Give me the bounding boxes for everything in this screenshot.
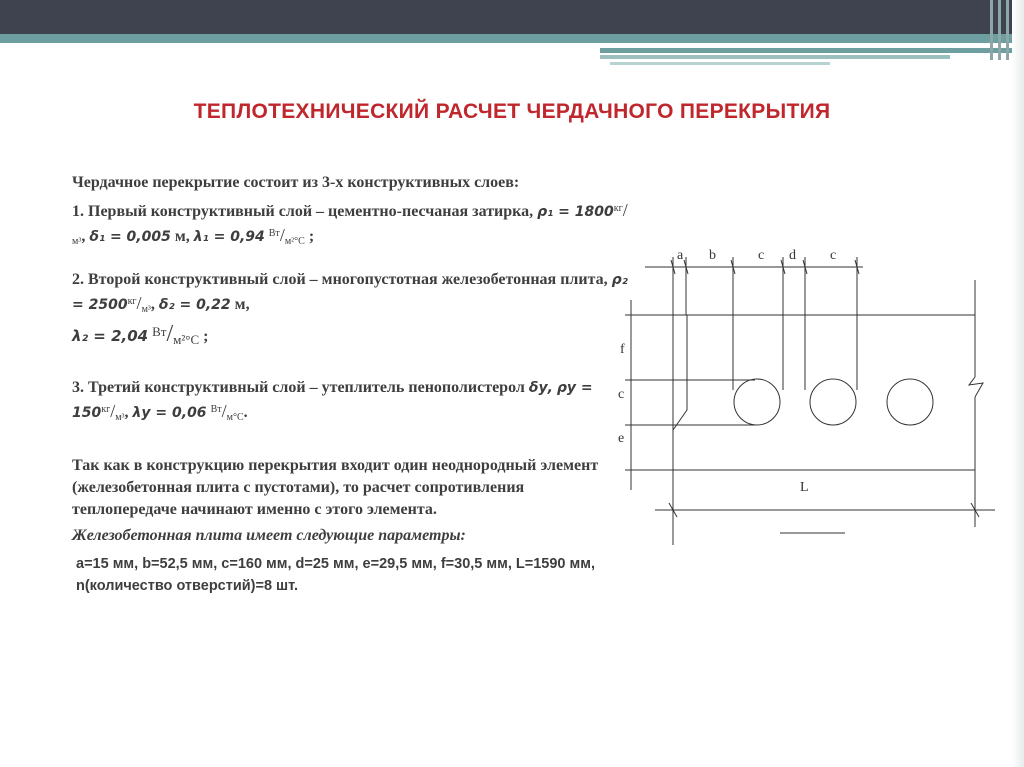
dim-label-d: d (789, 248, 796, 263)
header-stripe (600, 55, 950, 59)
layer-3-description: 3. Третий конструктивный слой – утеплитель пенополистерол δу, $\rho у = 150^{кг}/м^3$, λу = 0,06 $^{Вт}$/м°С. (72, 379, 593, 423)
dim-label-L: L (800, 480, 809, 495)
header-bar (0, 0, 1024, 34)
layer-2-end: ; (203, 328, 209, 345)
layer-2-description: 2. Второй конструктивный слой – многопустотная железобетонная плита, $\rho_2 = 2500^{кг}/м^3$, δ₂ = 0,22 м, λ₂ = 2,04 $^{Вт}$/м²°С ; (72, 271, 628, 347)
layer-2-rho-unit-den: м³ (141, 304, 151, 315)
intro-text: Чердачное перекрытие состоит из 3-х конструктивных слоев: (72, 174, 520, 191)
slide-title: ТЕПЛОТЕХНИЧЕСКИЙ РАСЧЕТ ЧЕРДАЧНОГО ПЕРЕКРЫТИЯ (193, 100, 831, 123)
header-accent-line (990, 0, 993, 60)
layer-1-lambda: λ₁ = 0,94 (193, 229, 265, 245)
layer-1-lambda-unit-den: м²°С (284, 236, 305, 247)
layer-3-lambda-unit-den: м°С (226, 412, 244, 423)
note-text: Так как в конструкцию перекрытия входит один неоднородный элемент (железобетонная плита с пустотами), то расчет сопротивления теплопередаче начинают именно с этого элемента. (72, 457, 599, 518)
dim-label-a: a (677, 248, 684, 263)
header-stripe (0, 34, 1024, 43)
header-accent-line (998, 0, 1001, 60)
header-accent-line (1006, 0, 1009, 60)
params-text: a=15 мм, b=52,5 мм, c=160 мм, d=25 мм, e=29,5 мм, f=30,5 мм, L=1590 мм, n(количество отверстий)=8 шт. (76, 556, 595, 594)
layer-1-lambda-unit-num: Вт (268, 228, 280, 239)
layer-2-delta: δ₂ = 0,22 (158, 297, 231, 313)
layer-3-rho-unit-num: кг (101, 404, 111, 415)
dim-label-c2: c (830, 248, 837, 263)
layer-2-lambda-unit-num: Вт (152, 324, 167, 339)
layer-3-rho: ρу = 150 (72, 380, 593, 421)
layer-1-description: 1. Первый конструктивный слой – цементно-песчаная затирка, $\rho_1 = 1800^{кг}/м^3$, δ₁ = 0,005 м, λ₁ = 0,94 $^{Вт}$/м²°С ; (72, 200, 628, 247)
dim-label-f: f (620, 342, 625, 357)
header-stripe (610, 62, 830, 65)
layer-2-lambda: λ₂ = 2,04 (72, 327, 149, 345)
layer-1-text: 1. Первый конструктивный слой – цементно-песчаная затирка, (72, 203, 534, 220)
layer-2-lambda-unit-den: м²°С (173, 332, 200, 347)
header-stripe (600, 48, 1024, 53)
dim-label-e: e (618, 431, 625, 446)
layer-3-lambda: λу = 0,06 (132, 405, 207, 421)
layer-3-text: 3. Третий конструктивный слой – утеплитель пенополистерол (72, 379, 525, 396)
layer-2-rho: ρ₂ = 2500 (72, 272, 628, 313)
layer-2-rho-unit-num: кг (127, 296, 137, 307)
slide-body (72, 172, 632, 597)
layer-3-delta: δу, (528, 380, 553, 396)
layer-3-end: . (243, 404, 248, 421)
layer-1-rho-unit-den: м³ (72, 236, 82, 247)
layer-1-end: ; (308, 228, 315, 245)
layer-2-text: 2. Второй конструктивный слой – многопустотная железобетонная плита, (72, 271, 608, 288)
layer-1-delta: δ₁ = 0,005 (89, 229, 171, 245)
layer-2-delta-unit: м, (234, 296, 250, 313)
layer-3-lambda-unit-num: Вт (210, 404, 222, 415)
layer-1-delta-unit: м, (174, 228, 190, 245)
dim-label-b: b (709, 248, 716, 263)
slab-cross-section-diagram (605, 235, 1005, 545)
layer-3-rho-unit-den: м³ (115, 412, 125, 423)
dim-label-c-side: c (618, 387, 625, 402)
params-intro: Железобетонная плита имеет следующие параметры: (72, 527, 466, 544)
layer-1-rho-unit-num: кг (613, 203, 623, 214)
dim-label-c: c (758, 248, 765, 263)
layer-1-rho: ρ₁ = 1800 (537, 204, 614, 220)
